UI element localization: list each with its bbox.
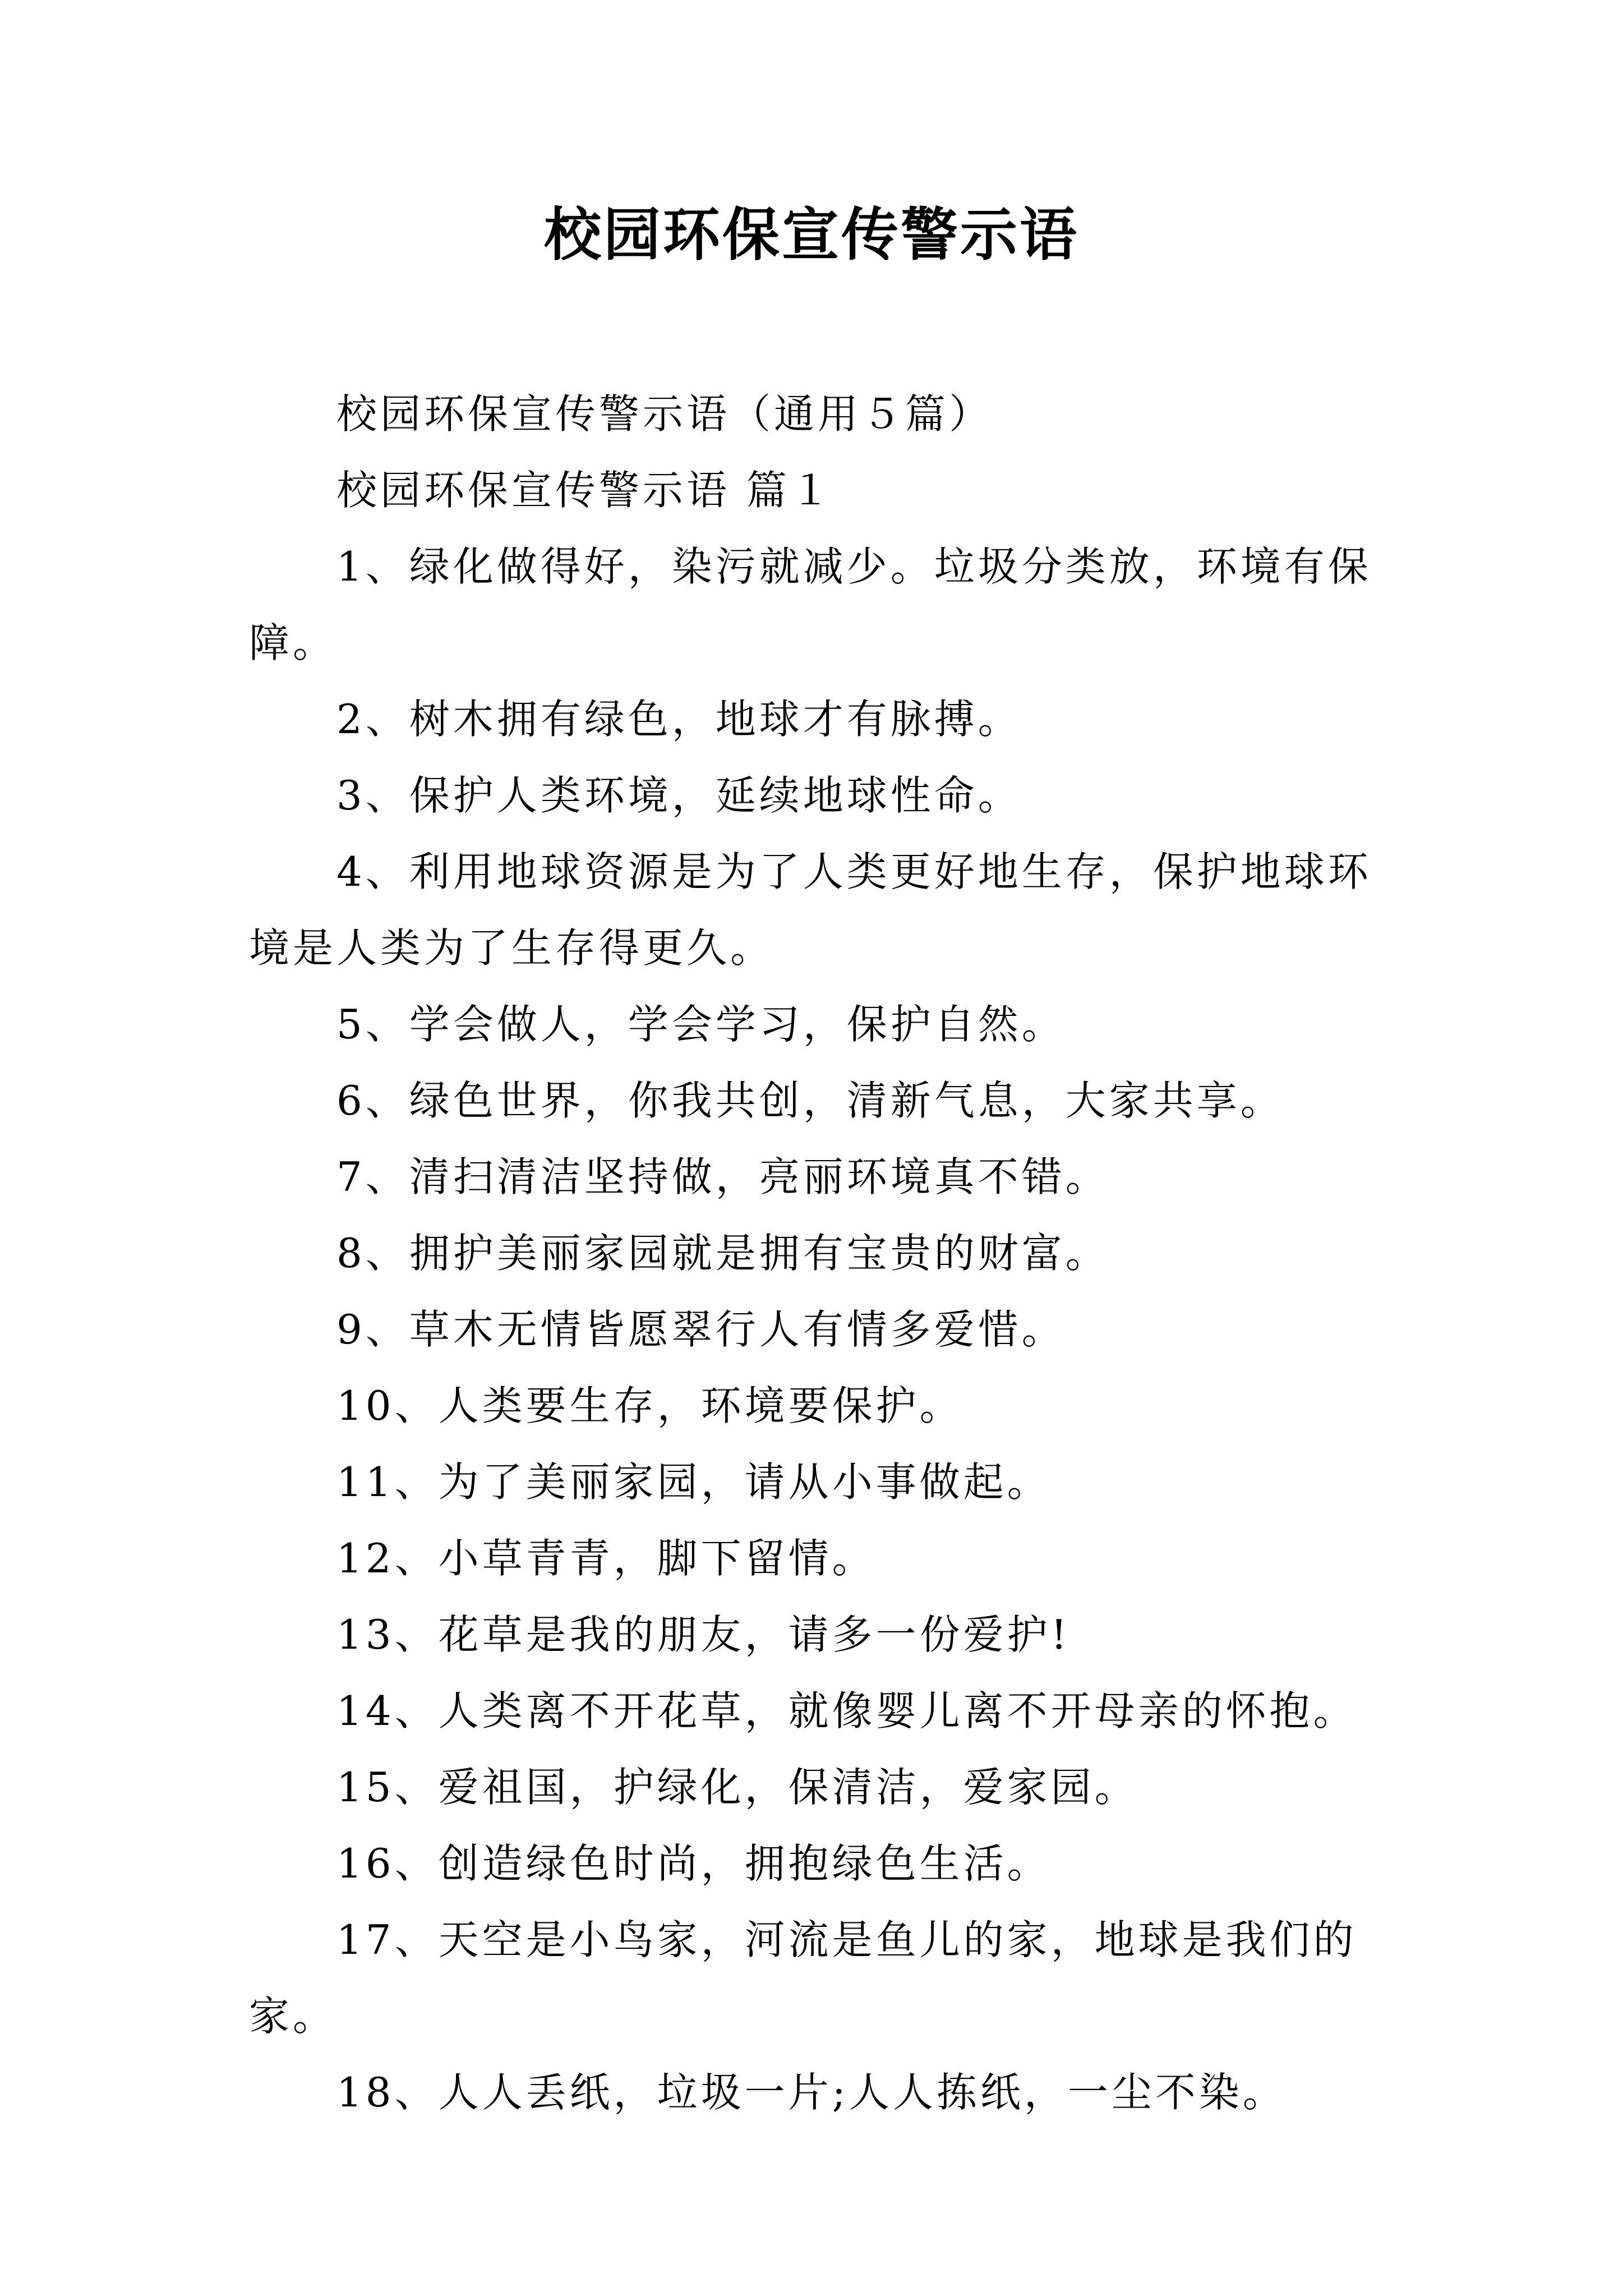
slogan-item-10: 10、人类要生存，环境要保护。 xyxy=(336,1382,963,1429)
slogan-item-9: 9、草木无情皆愿翠行人有情多爱惜。 xyxy=(336,1306,1066,1353)
slogan-item-5: 5、学会做人，学会学习，保护自然。 xyxy=(336,1001,1066,1048)
slogan-item-4: 4、利用地球资源是为了人类更好地生存，保护地球环境是人类为了生存得更久。 xyxy=(249,848,1372,972)
document-body xyxy=(249,376,1393,2131)
slogan-item-6: 6、绿色世界，你我共创，清新气息，大家共享。 xyxy=(336,1077,1284,1124)
document-title: 校园环保宣传警示语 xyxy=(544,202,1079,269)
slogan-item-7: 7、清扫清洁坚持做，亮丽环境真不错。 xyxy=(336,1153,1109,1200)
slogan-item-8: 8、拥护美丽家园就是拥有宝贵的财富。 xyxy=(336,1230,1109,1277)
slogan-item-15: 15、爱祖国，护绿化，保清洁，爱家园。 xyxy=(336,1764,1138,1811)
slogan-item-2: 2、树木拥有绿色，地球才有脉搏。 xyxy=(336,696,1022,743)
slogan-item-18: 18、人人丢纸，垃圾一片;人人拣纸，一尘不染。 xyxy=(336,2069,1287,2116)
slogan-item-14: 14、人类离不开花草，就像婴儿离不开母亲的怀抱。 xyxy=(336,1687,1357,1734)
slogan-item-13: 13、花草是我的朋友，请多一份爱护! xyxy=(336,1611,1071,1658)
document-subtitle: 校园环保宣传警示语（通用５篇） xyxy=(336,390,993,438)
slogan-item-17: 17、天空是小鸟家，河流是鱼儿的家，地球是我们的家。 xyxy=(249,1916,1357,2040)
slogan-item-12: 12、小草青青，脚下留情。 xyxy=(336,1535,876,1582)
slogan-item-1: 1、绿化做得好，染污就减少。垃圾分类放，环境有保障。 xyxy=(249,543,1372,666)
slogan-item-3: 3、保护人类环境，延续地球性命。 xyxy=(336,772,1022,819)
slogan-item-16: 16、创造绿色时尚，拥抱绿色生活。 xyxy=(336,1840,1051,1887)
section-heading: 校园环保宣传警示语 篇１ xyxy=(336,467,834,514)
slogan-item-11: 11、为了美丽家园，请从小事做起。 xyxy=(336,1458,1051,1506)
